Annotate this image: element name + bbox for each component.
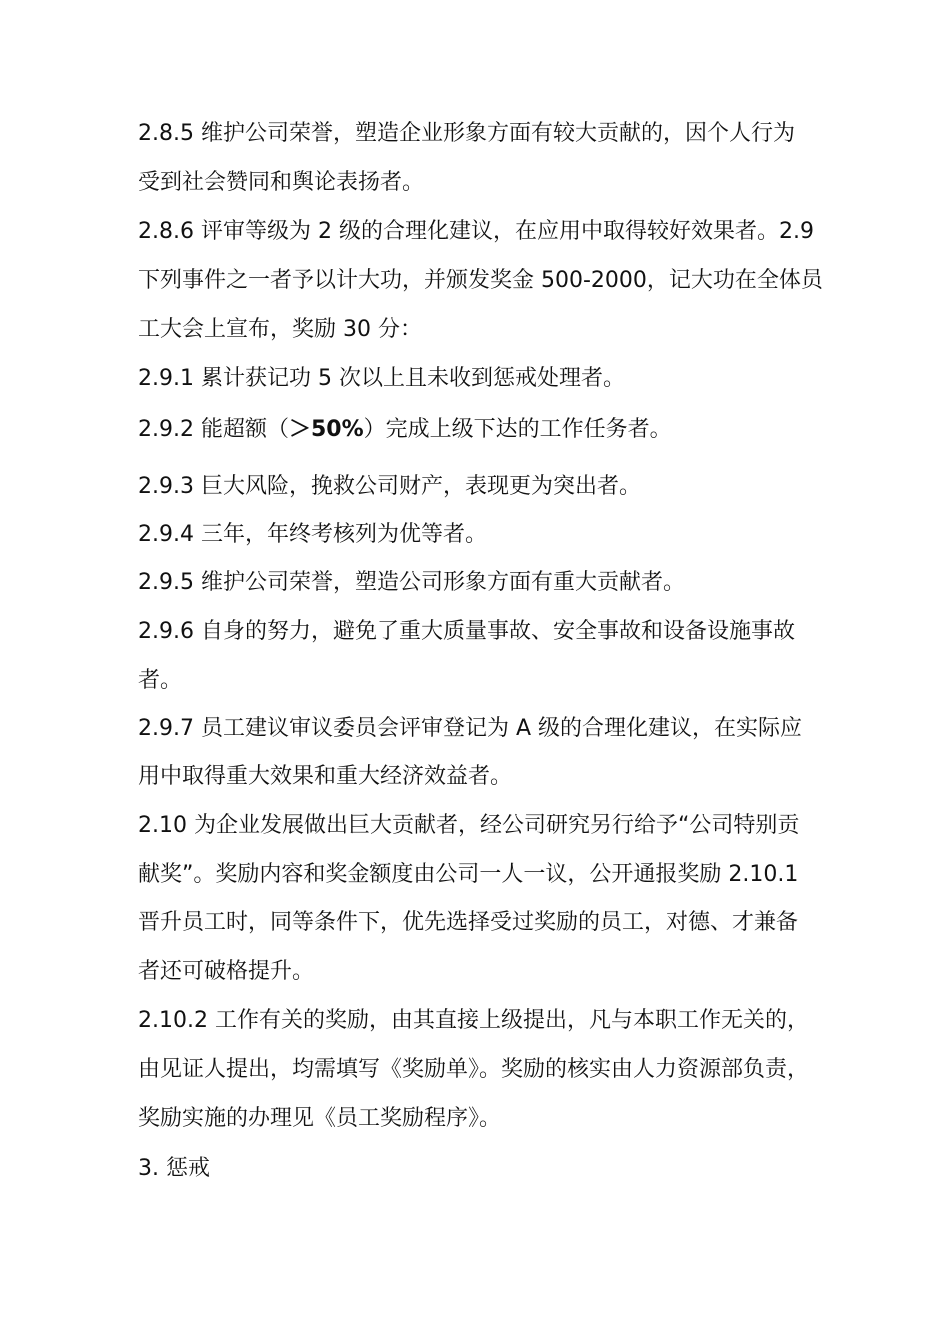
paragraph-2-8-5-line-1: 2.8.5 维护公司荣誉，塑造企业形象方面有较大贡献的，因个人行为 xyxy=(138,121,795,146)
paragraph-2-9-3: 2.9.3 巨大风险，挽救公司财产，表现更为突出者。 xyxy=(138,474,641,499)
paragraph-2-8-6-line-3: 工大会上宣布，奖励 30 分： xyxy=(138,317,422,342)
paragraph-2-8-6-line-2: 下列事件之一者予以计大功，并颁发奖金 500-2000，记大功在全体员 xyxy=(138,268,823,293)
paragraph-2-9-6-line-1: 2.9.6 自身的努力，避免了重大质量事故、安全事故和设备设施事故 xyxy=(138,619,795,644)
paragraph-2-10-2-line-2: 由见证人提出，均需填写《奖励单》。奖励的核实由人力资源部负责， xyxy=(138,1057,810,1082)
paragraph-2-10-line-2: 献奖”。奖励内容和奖金额度由公司一人一议，公开通报奖励 2.10.1 xyxy=(138,862,799,887)
paragraph-2-10-line-4: 者还可破格提升。 xyxy=(138,959,315,984)
paragraph-2-9-5: 2.9.5 维护公司荣誉，塑造公司形象方面有重大贡献者。 xyxy=(138,570,685,595)
paragraph-2-10-line-1: 2.10 为企业发展做出巨大贡献者，经公司研究另行给予“公司特别贡 xyxy=(138,813,800,838)
paragraph-2-10-line-3: 晋升员工时，同等条件下，优先选择受过奖励的员工，对德、才兼备 xyxy=(138,910,799,935)
paragraph-2-9-2 xyxy=(138,415,828,445)
paragraph-2-9-7-line-2: 用中取得重大效果和重大经济效益者。 xyxy=(138,764,513,789)
section-heading-3: 3. 惩戒 xyxy=(138,1156,210,1181)
paragraph-2-9-7-line-1: 2.9.7 员工建议审议委员会评审登记为 A 级的合理化建议，在实际应 xyxy=(138,716,803,741)
paragraph-2-10-2-line-1: 2.10.2 工作有关的奖励，由其直接上级提出，凡与本职工作无关的， xyxy=(138,1008,809,1033)
paragraph-2-8-6-line-1: 2.8.6 评审等级为 2 级的合理化建议，在应用中取得较好效果者。2.9 xyxy=(138,219,814,244)
paragraph-2-9-2-percent: ＞50% xyxy=(288,417,364,442)
paragraph-2-9-2-prefix: 2.9.2 能超额（ xyxy=(138,417,289,442)
paragraph-2-9-6-line-2: 者。 xyxy=(138,668,183,693)
paragraph-2-8-5-line-2: 受到社会赞同和舆论表扬者。 xyxy=(138,170,425,195)
paragraph-2-9-1: 2.9.1 累计获记功 5 次以上且未收到惩戒处理者。 xyxy=(138,366,625,391)
paragraph-2-9-2-suffix: ）完成上级下达的工作任务者。 xyxy=(363,417,672,442)
paragraph-2-10-2-line-3: 奖励实施的办理见《员工奖励程序》。 xyxy=(138,1106,502,1131)
paragraph-2-9-4: 2.9.4 三年，年终考核列为优等者。 xyxy=(138,522,487,547)
